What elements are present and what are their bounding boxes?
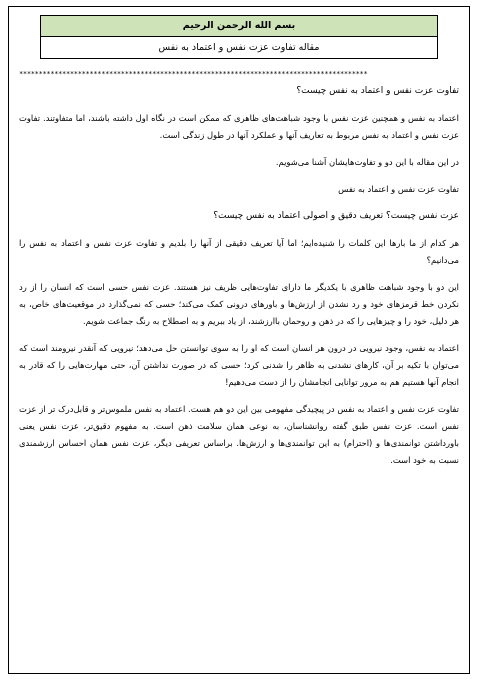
star-separator: ***************************************************************************************** (19, 70, 368, 78)
paragraph-self-esteem: این دو با وجود شباهت ظاهری با یکدیگر ما دارای تفاوت‌هایی ظریف نیز هستند. عزت نفس حسی است که انسان را از رد نکردن خط قرمزهای خود و رد نشدن از ارزش‌ها و باورهای درونی کمک می‌کند؛ حسی که نمی‌گذارد در موقعیت‌های خاص، به هر دلیل، خود را و چیزهایی را که در ذهن و روحمان باارزشند، از یاد ببریم و به اصطلاح به رنگ جماعت شویم. (19, 282, 459, 326)
paragraph-intro: اعتماد به نفس و همچنین عزت نفس با وجود شباهت‌های ظاهری که ممکن است در نگاه اول داشته باشند، اما متفاوتند. تفاوت عزت نفس و اعتماد به نفس مربوط به تعاریف آنها و عملکرد آنها در طول زندگی است. (19, 113, 459, 140)
paragraph-difference: تفاوت عزت نفس و اعتماد به نفس در پیچیدگی مفهومی بین این دو هم هست. اعتماد به نفس ملموس‌تر و قابل‌درک تر از عزت نفس است. عزت نفس طبق گفته روانشناسان، به نوعی همان سلامت ذهن است. به مفهوم دقیق‌تر، عزت نفس یعنی باورداشتن توانمندی‌ها و (احترام) به این توانمندی‌ها و ارزش‌ها. براساس تعریفی دیگر، عزت نفس همان احساس ارزشمندی نسبت به خود است. (19, 404, 459, 465)
paragraph-article-scope: در این مقاله با این دو و تفاوت‌هایشان آشنا می‌شویم. (275, 157, 459, 167)
question-heading: تفاوت عزت نفس و اعتماد به نفس چیست؟ (296, 86, 459, 96)
paragraph-definitions: هر کدام از ما بارها این کلمات را شنیده‌ایم؛ اما آیا تعریف دقیقی از آنها را بلدیم و تفاوت عزت نفس و اعتماد به نفس را می‌دانیم؟ (19, 238, 459, 265)
bismillah-line: بسم الله الرحمن الرحیم (41, 16, 437, 37)
header-box (40, 15, 438, 59)
article-title: مقاله تفاوت عزت نفس و اعتماد به نفس (158, 42, 320, 53)
page-border (8, 6, 470, 674)
paragraph-self-confidence: اعتماد به نفس، وجود نیرویی در درون هر انسان است که او را به سوی توانستن حل می‌دهد؛ نیرویی که آنقدر نیرومند است که می‌توان با تکیه بر آن، کارهای نشدنی به ظاهر را شدنی کرد؛ حسی که در صورت نداشتن آن، حتی مهارت‌هایی را که قادر به انجام آنها هستیم هم به مرور توانایی انجامشان را از دست می‌دهیم! (19, 343, 459, 387)
definition-question: عزت نفس چیست؟ تعریف دقیق و اصولی اعتماد به نفس چیست؟ (213, 211, 459, 221)
article-body (19, 83, 459, 469)
section-heading: تفاوت عزت نفس و اعتماد به نفس (338, 184, 459, 194)
